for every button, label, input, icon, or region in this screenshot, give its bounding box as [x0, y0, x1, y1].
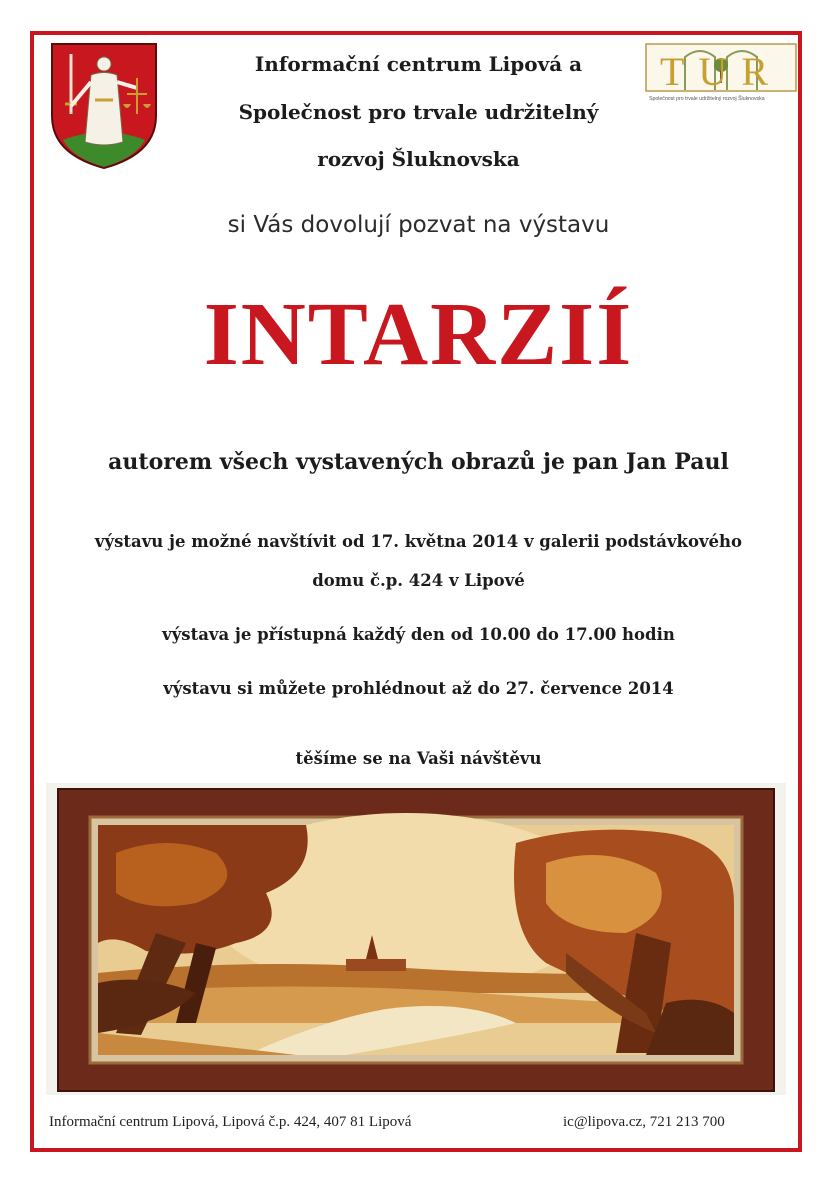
- footer-contact[interactable]: ic@lipova.cz, 721 213 700: [563, 1114, 725, 1130]
- marquetry-painting: [46, 783, 786, 1095]
- footer-address: Informační centrum Lipová, Lipová č.p. 424, 407 81 Lipová: [49, 1114, 412, 1130]
- info-venue-line: domu č.p. 424 v Lipové: [312, 571, 525, 590]
- info-hours-line: výstava je přístupná každý den od 10.00 do 17.00 hodin: [162, 625, 675, 644]
- tur-logo-letters: TUR: [660, 49, 782, 94]
- invitation-text: si Vás dovolují pozvat na výstavu: [227, 212, 610, 238]
- exhibition-title: INTARZIÍ: [203, 285, 634, 384]
- info-dates-line: výstavu je možné navštívit od 17. května 2014 v galerii podstávkového: [94, 532, 743, 551]
- info-until-line: výstavu si můžete prohlédnout až do 27. července 2014: [163, 679, 674, 698]
- tur-logo-caption: Společnost pro trvale udržitelný rozvoj Šluknovska: [649, 96, 765, 102]
- organizer-line-1: Informační centrum Lipová a: [254, 52, 583, 76]
- organizer-line-2: Společnost pro trvale udržitelný: [238, 100, 599, 124]
- closing-line: těšíme se na Vaši návštěvu: [295, 749, 542, 768]
- organizer-line-3: rozvoj Šluknovska: [317, 147, 520, 171]
- author-line: autorem všech vystavených obrazů je pan Jan Paul: [108, 449, 729, 475]
